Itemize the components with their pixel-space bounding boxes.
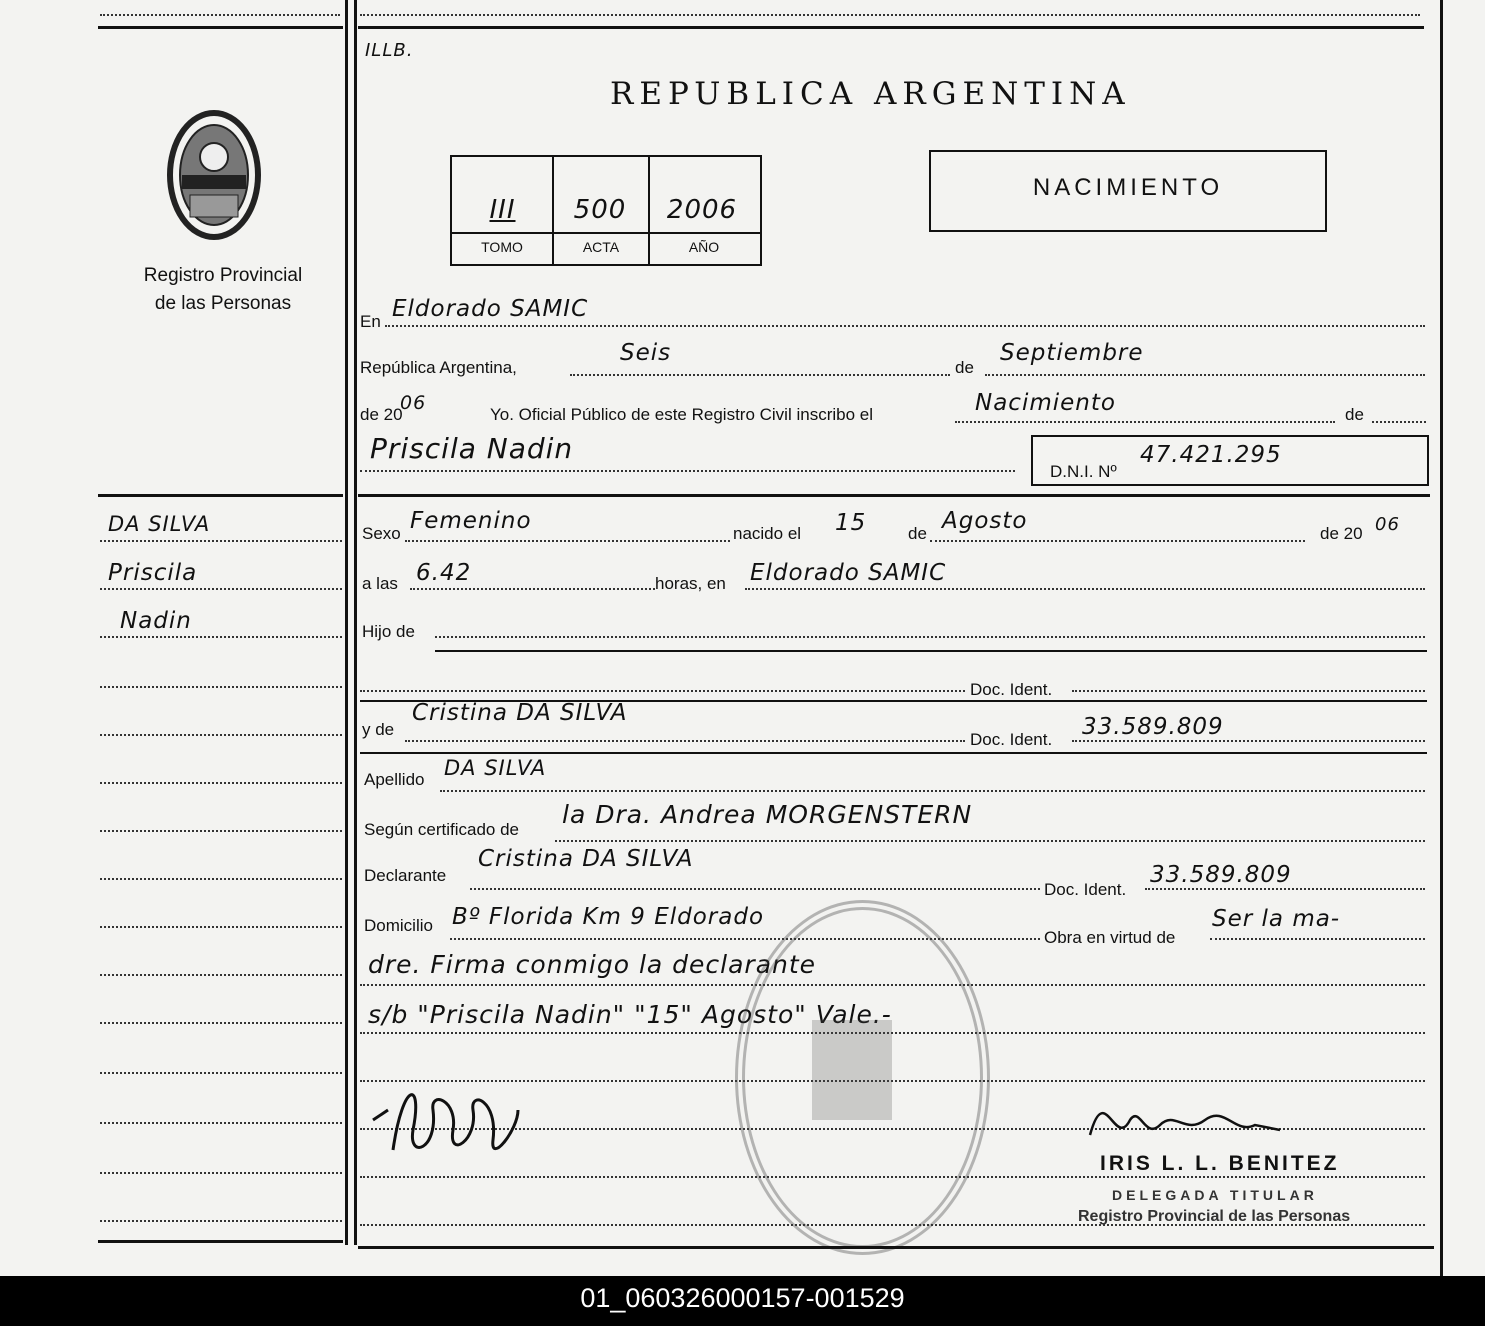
- sidebar-line-14: [100, 1172, 342, 1174]
- father-line-2: [360, 690, 965, 692]
- de-label-2: de: [1345, 405, 1364, 424]
- father-doc-line: [1072, 690, 1425, 692]
- sidebar-line-2: [100, 588, 342, 590]
- birth-year: 06: [1375, 514, 1400, 535]
- main-section-rule: [358, 494, 1430, 497]
- right-border: [1440, 0, 1443, 1276]
- sidebar-line-10: [100, 974, 342, 976]
- place-value: Eldorado SAMIC: [750, 560, 947, 586]
- top-dotted-line-left: [100, 14, 340, 16]
- acta-label: ACTA: [582, 239, 620, 255]
- republica-label: República Argentina,: [360, 358, 517, 377]
- mother-doc-label: Doc. Ident.: [970, 730, 1053, 749]
- mother-line: [405, 740, 965, 742]
- top-dotted-line-right: [360, 14, 1420, 16]
- mother-doc-line: [1072, 740, 1425, 742]
- sidebar-line-15: [100, 1220, 342, 1222]
- table-divider-h: [450, 232, 760, 234]
- sexo-value: Femenino: [410, 508, 532, 534]
- handwritten-note: ILLB.: [365, 40, 414, 61]
- domicilio-label: Domicilio: [364, 916, 433, 935]
- obra-label: Obra en virtud de: [1044, 928, 1176, 947]
- name-value: Priscila Nadin: [370, 432, 574, 465]
- anio-label: AÑO: [688, 239, 720, 255]
- sexo-line: [405, 540, 730, 542]
- mother-section-rule: [360, 752, 1427, 754]
- official-signature-icon: [1085, 1080, 1285, 1150]
- sidebar-line-3: [100, 636, 342, 638]
- declarante-doc-line: [1145, 888, 1425, 890]
- segun-label: Según certificado de: [364, 820, 519, 839]
- sidebar-bottom-rule: [98, 1240, 343, 1243]
- sidebar-line-13: [100, 1122, 342, 1124]
- obra-value: Ser la ma-: [1212, 906, 1341, 932]
- hijo-label: Hijo de: [362, 622, 415, 641]
- yde-label: y de: [362, 720, 395, 739]
- document-id-bar: [0, 1276, 1485, 1326]
- birth-month: Agosto: [942, 508, 1028, 534]
- stamp-emblem-icon: [812, 1020, 892, 1120]
- apellido-label: Apellido: [364, 770, 425, 789]
- act-value: Nacimiento: [975, 390, 1116, 416]
- yo-oficial-label: Yo. Oficial Público de este Registro Civil inscribo el: [490, 405, 873, 424]
- de-label: de: [955, 358, 974, 377]
- segun-line: [555, 840, 1425, 842]
- observation-line-a: dre. Firma conmigo la declarante: [368, 950, 817, 979]
- sidebar-line-5: [100, 734, 342, 736]
- day-value: Seis: [620, 340, 672, 366]
- official-organization: Registro Provincial de las Personas: [1078, 1208, 1351, 1225]
- alas-label: a las: [362, 574, 398, 593]
- dni-value: 47.421.295: [1140, 442, 1282, 468]
- declarante-line: [470, 888, 1040, 890]
- dni-label: D.N.I. Nº: [1050, 462, 1117, 481]
- hour-value: 6.42: [416, 560, 472, 586]
- registry-name-line1: Registro Provincial: [143, 265, 303, 286]
- month-line: [985, 374, 1425, 376]
- apellido-line: [440, 790, 1425, 792]
- day-line: [570, 374, 950, 376]
- sidebar-top-rule: [98, 26, 343, 29]
- sexo-label: Sexo: [362, 524, 401, 543]
- father-doc-label: Doc. Ident.: [970, 680, 1053, 699]
- de-label-3: de: [908, 524, 927, 543]
- sidebar-line-11: [100, 1022, 342, 1024]
- sidebar-rule-b: [354, 0, 357, 1245]
- document-id: 01_060326000157-001529: [580, 1283, 905, 1313]
- official-name: IRIS L. L. BENITEZ: [1100, 1152, 1340, 1175]
- main-bottom-rule: [358, 1246, 1434, 1249]
- nacido-label: nacido el: [733, 524, 802, 543]
- de20-label: de 20: [360, 405, 403, 424]
- name-line: [360, 470, 1015, 472]
- act-line: [955, 421, 1335, 423]
- en-label: En: [360, 312, 381, 331]
- declarante-value: Cristina DA SILVA: [478, 846, 694, 872]
- de-line-2: [1372, 421, 1426, 423]
- sidebar-section-rule: [98, 494, 343, 497]
- margin-note-name: Priscila: [108, 560, 198, 586]
- year-value: 06: [400, 392, 427, 414]
- sidebar-line-4: [100, 686, 342, 688]
- father-rule: [435, 650, 1427, 652]
- sidebar-line-1: [100, 540, 342, 542]
- observation-line-b: s/b "Priscila Nadin" "15" Agosto" Vale.-: [368, 1000, 892, 1029]
- declarante-doc-value: 33.589.809: [1150, 862, 1292, 888]
- birth-month-line: [930, 540, 1305, 542]
- de20-label-2: de 20: [1320, 524, 1363, 543]
- segun-value: la Dra. Andrea MORGENSTERN: [562, 800, 973, 829]
- hour-line: [410, 588, 655, 590]
- declarante-label: Declarante: [364, 866, 447, 885]
- anio-value: 2006: [666, 195, 738, 225]
- horas-label: horas, en: [655, 574, 726, 593]
- main-top-rule: [358, 26, 1424, 29]
- margin-note-surname: DA SILVA: [108, 512, 211, 536]
- month-value: Septiembre: [1000, 340, 1144, 366]
- declarante-doc-label: Doc. Ident.: [1044, 880, 1127, 899]
- domicilio-value: Bº Florida Km 9 Eldorado: [452, 904, 765, 930]
- acta-value: 500: [573, 195, 627, 225]
- en-line: [385, 325, 1425, 327]
- official-role: DELEGADA TITULAR: [1112, 1187, 1318, 1203]
- father-line: [435, 636, 1425, 638]
- record-type: NACIMIENTO: [1032, 174, 1224, 201]
- registry-name-line2: de las Personas: [154, 293, 292, 314]
- mother-doc-value: 33.589.809: [1082, 714, 1224, 740]
- sidebar-line-9: [100, 926, 342, 928]
- document-title: REPUBLICA ARGENTINA: [610, 76, 1131, 112]
- provincial-seal-icon: [160, 105, 268, 245]
- sidebar-line-12: [100, 1072, 342, 1074]
- sidebar-line-7: [100, 830, 342, 832]
- tomo-value: III: [489, 195, 516, 225]
- apellido-value: DA SILVA: [444, 756, 547, 780]
- place-line: [745, 588, 1425, 590]
- obra-line: [1210, 938, 1425, 940]
- sidebar-line-6: [100, 782, 342, 784]
- tomo-label: TOMO: [481, 239, 523, 255]
- domicilio-line: [450, 938, 1040, 940]
- mother-value: Cristina DA SILVA: [412, 700, 628, 726]
- margin-note-middle: Nadin: [120, 608, 192, 634]
- declarant-signature-icon: [368, 1070, 528, 1170]
- sidebar-rule-a: [345, 0, 348, 1245]
- birth-day: 15: [835, 510, 867, 536]
- sidebar-line-8: [100, 878, 342, 880]
- en-value: Eldorado SAMIC: [392, 296, 589, 322]
